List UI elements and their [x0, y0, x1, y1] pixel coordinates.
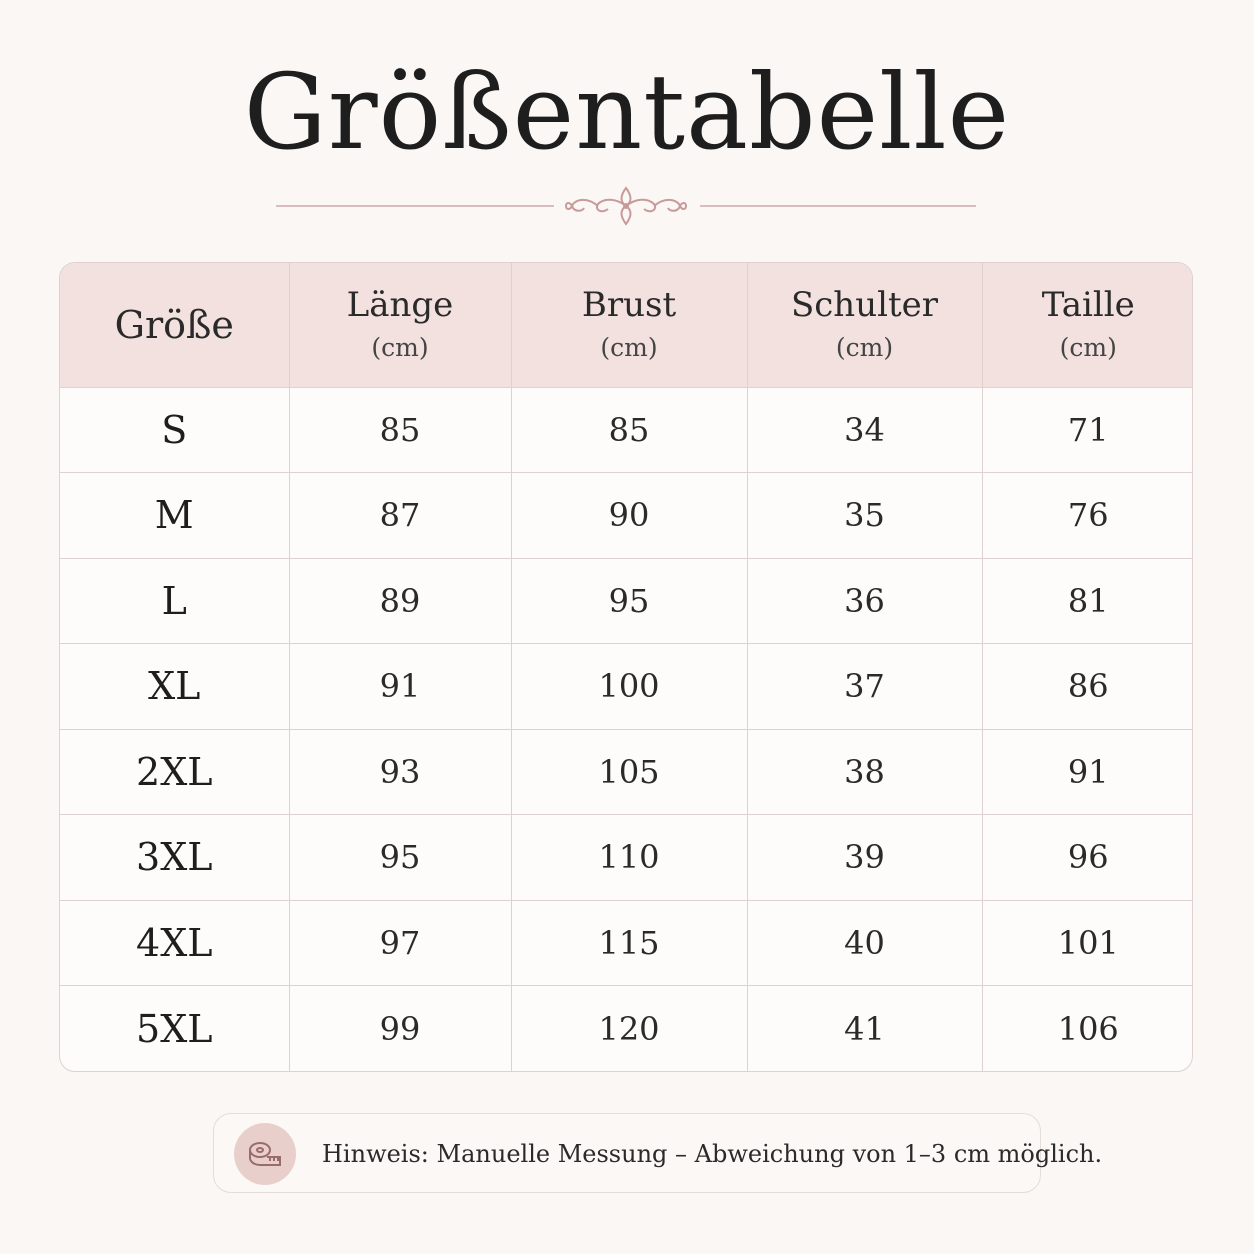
length-cell: 85: [289, 387, 511, 473]
header-length: [289, 263, 511, 387]
shoulder-cell: 41: [747, 986, 982, 1072]
measurement-note: [213, 1113, 1103, 1193]
waist-cell: 71: [982, 387, 1193, 473]
chest-cell: 115: [511, 900, 747, 986]
waist-cell: 86: [982, 644, 1193, 730]
table-row: [60, 815, 1193, 901]
measuring-tape-icon: [234, 1123, 296, 1185]
length-cell: 99: [289, 986, 511, 1072]
shoulder-cell: 37: [747, 644, 982, 730]
size-cell: 2XL: [60, 729, 289, 815]
size-cell: M: [60, 473, 289, 559]
table-row: [60, 387, 1193, 473]
table-row: [60, 729, 1193, 815]
header-shoulder: [747, 263, 982, 387]
table-row: [60, 558, 1193, 644]
note-label: Hinweis:: [322, 1140, 429, 1168]
shoulder-cell: 40: [747, 900, 982, 986]
table-row: [60, 900, 1193, 986]
length-cell: 91: [289, 644, 511, 730]
size-cell: XL: [60, 644, 289, 730]
waist-cell: 76: [982, 473, 1193, 559]
page-title: Größentabelle: [243, 51, 1011, 173]
chest-cell: 120: [511, 986, 747, 1072]
waist-cell: 96: [982, 815, 1193, 901]
header-label: Brust: [581, 284, 677, 325]
header-label: Größe: [114, 302, 234, 347]
header-label: Taille: [1041, 284, 1135, 325]
chest-cell: 95: [511, 558, 747, 644]
header-unit: (cm): [371, 332, 429, 362]
waist-cell: 106: [1057, 1009, 1119, 1048]
waist-cell: 91: [982, 729, 1193, 815]
size-cell: 3XL: [60, 815, 289, 901]
chest-cell: 100: [511, 644, 747, 730]
header-chest: [511, 263, 747, 387]
header-unit: (cm): [835, 332, 894, 362]
chest-cell: 105: [511, 729, 747, 815]
waist-cell: 81: [982, 558, 1193, 644]
header-label: Schulter: [790, 284, 939, 325]
chest-cell: 90: [511, 473, 747, 559]
ornament-divider: [276, 182, 976, 230]
shoulder-cell: 36: [747, 558, 982, 644]
table-header-row: [60, 263, 1193, 387]
size-cell: L: [60, 558, 289, 644]
length-cell: 87: [289, 473, 511, 559]
size-chart-table: [59, 262, 1193, 1072]
shoulder-cell: 34: [747, 387, 982, 473]
chest-cell: 85: [511, 387, 747, 473]
table-row: [60, 986, 1193, 1072]
shoulder-cell: 38: [747, 729, 982, 815]
length-cell: 93: [289, 729, 511, 815]
chest-cell: 110: [511, 815, 747, 901]
header-unit: (cm): [1059, 332, 1117, 362]
size-cell: S: [60, 387, 289, 473]
header-unit: (cm): [600, 332, 658, 362]
size-cell: 5XL: [60, 986, 289, 1072]
size-cell: 4XL: [60, 900, 289, 986]
length-cell: 89: [289, 558, 511, 644]
length-cell: 95: [289, 815, 511, 901]
header-label: Länge: [346, 284, 454, 325]
note-message: Manuelle Messung – Abweichung von 1–3 cm möglich.: [428, 1140, 1103, 1168]
table-row: [60, 644, 1193, 730]
length-cell: 97: [289, 900, 511, 986]
header-waist: [982, 263, 1193, 387]
note-text: [322, 1136, 1102, 1172]
shoulder-cell: 35: [747, 473, 982, 559]
table-row: [60, 473, 1193, 559]
header-size: [60, 263, 289, 387]
shoulder-cell: 39: [747, 815, 982, 901]
waist-cell: 101: [982, 900, 1193, 986]
